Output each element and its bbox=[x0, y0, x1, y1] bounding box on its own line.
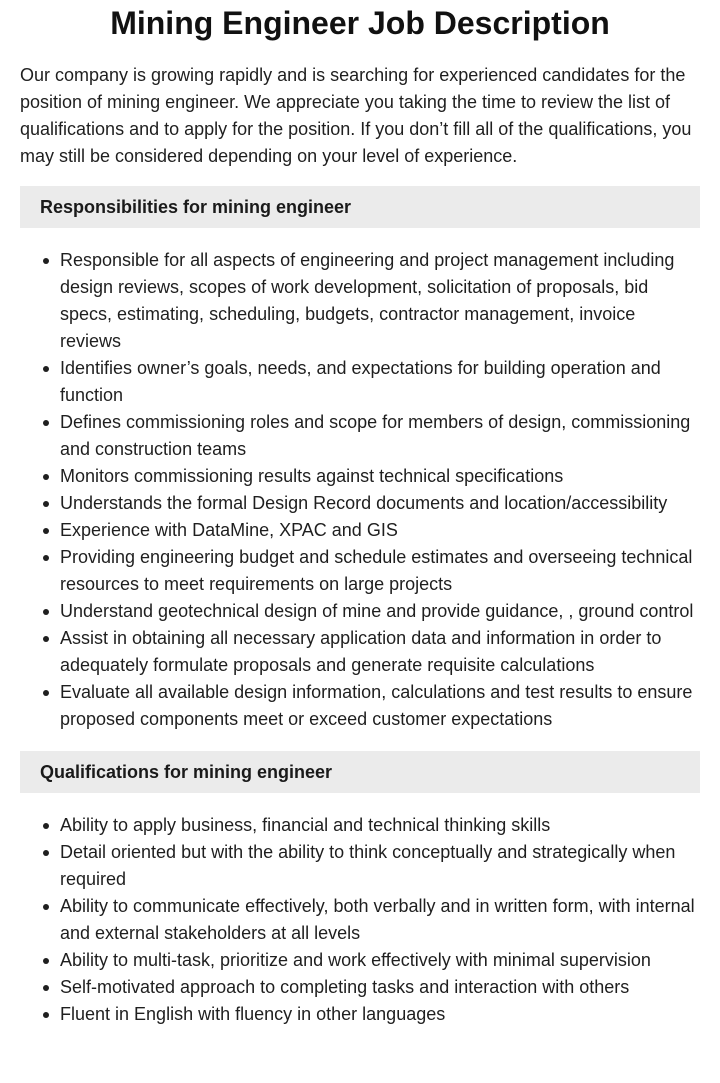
qualifications-list bbox=[20, 812, 700, 1028]
list-item: Responsible for all aspects of engineering and project management including design reviews, scopes of work development, solicitation of proposals, bid specs, estimating, scheduling, budgets, contractor management, invoice reviews bbox=[60, 247, 700, 355]
list-item: Assist in obtaining all necessary application data and information in order to adequately formulate proposals and generate requisite calculations bbox=[60, 625, 700, 679]
responsibilities-header: Responsibilities for mining engineer bbox=[20, 186, 700, 228]
qualifications-header: Qualifications for mining engineer bbox=[20, 751, 700, 793]
list-item: Monitors commissioning results against technical specifications bbox=[60, 463, 700, 490]
list-item: Experience with DataMine, XPAC and GIS bbox=[60, 517, 700, 544]
list-item: Ability to communicate effectively, both verbally and in written form, with internal and external stakeholders at all levels bbox=[60, 893, 700, 947]
list-item: Understand geotechnical design of mine and provide guidance, , ground control bbox=[60, 598, 700, 625]
list-item: Understands the formal Design Record documents and location/accessibility bbox=[60, 490, 700, 517]
list-item: Identifies owner’s goals, needs, and expectations for building operation and function bbox=[60, 355, 700, 409]
list-item: Providing engineering budget and schedule estimates and overseeing technical resources to meet requirements on large projects bbox=[60, 544, 700, 598]
list-item: Ability to apply business, financial and technical thinking skills bbox=[60, 812, 700, 839]
list-item: Self-motivated approach to completing tasks and interaction with others bbox=[60, 974, 700, 1001]
list-item: Ability to multi-task, prioritize and work effectively with minimal supervision bbox=[60, 947, 700, 974]
responsibilities-list bbox=[20, 247, 700, 733]
list-item: Detail oriented but with the ability to think conceptually and strategically when required bbox=[60, 839, 700, 893]
list-item: Evaluate all available design information, calculations and test results to ensure proposed components meet or exceed customer expectations bbox=[60, 679, 700, 733]
page-title: Mining Engineer Job Description bbox=[110, 5, 610, 41]
list-item: Defines commissioning roles and scope for members of design, commissioning and construction teams bbox=[60, 409, 700, 463]
list-item: Fluent in English with fluency in other languages bbox=[60, 1001, 700, 1028]
intro-paragraph: Our company is growing rapidly and is searching for experienced candidates for the position of mining engineer. We appreciate you taking the time to review the list of qualifications and to apply for the position. If you don’t fill all of the qualifications, you may still be considered depending on your level of experience. bbox=[20, 65, 692, 166]
